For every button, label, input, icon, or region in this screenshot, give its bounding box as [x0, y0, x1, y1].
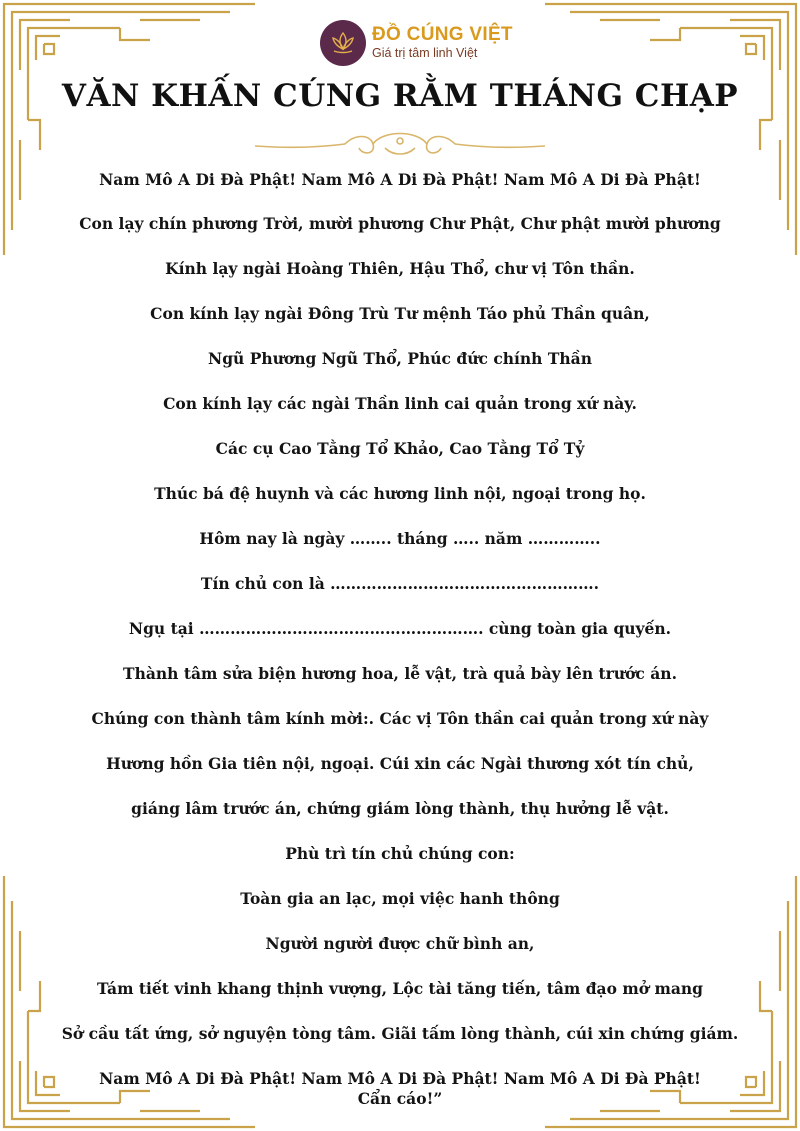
document-title: VĂN KHẤN CÚNG RẰM THÁNG CHẠP: [61, 78, 739, 114]
logo-badge: [320, 20, 366, 66]
prayer-line: Hương hồn Gia tiên nội, ngoại. Cúi xin các Ngài thương xót tín chủ,: [106, 754, 694, 773]
prayer-line: Con kính lạy ngài Đông Trù Tư mệnh Táo phủ Thần quân,: [150, 304, 650, 323]
prayer-line: Chúng con thành tâm kính mời:. Các vị Tôn thần cai quản trong xứ này: [91, 709, 709, 728]
prayer-line: Các cụ Cao Tằng Tổ Khảo, Cao Tằng Tổ Tỷ: [215, 439, 585, 458]
prayer-line: giáng lâm trước án, chứng giám lòng thành, thụ hưởng lễ vật.: [131, 799, 669, 818]
brand-logo: [320, 20, 513, 66]
prayer-line: Nam Mô A Di Đà Phật! Nam Mô A Di Đà Phật! Nam Mô A Di Đà Phật!: [99, 170, 701, 189]
prayer-line: Cẩn cáo!”: [357, 1089, 443, 1108]
flourish-divider-icon: [245, 126, 555, 160]
prayer-line: Nam Mô A Di Đà Phật! Nam Mô A Di Đà Phật! Nam Mô A Di Đà Phật!: [99, 1069, 701, 1088]
prayer-line: Hôm nay là ngày …….. tháng ….. năm …………..: [199, 529, 601, 548]
prayer-line: Ngũ Phương Ngũ Thổ, Phúc đức chính Thần: [208, 349, 592, 368]
prayer-line: Tám tiết vinh khang thịnh vượng, Lộc tài tăng tiến, tâm đạo mở mang: [96, 979, 704, 998]
prayer-line: Sở cầu tất ứng, sở nguyện tòng tâm. Giãi tấm lòng thành, cúi xin chứng giám.: [61, 1024, 739, 1043]
prayer-line: Kính lạy ngài Hoàng Thiên, Hậu Thổ, chư vị Tôn thần.: [165, 259, 635, 278]
prayer-line: Con kính lạy các ngài Thần linh cai quản trong xứ này.: [163, 394, 637, 413]
lotus-icon: [325, 25, 361, 61]
brand-name: ĐỒ CÚNG VIỆT: [372, 24, 513, 45]
prayer-line: Ngụ tại ………………………………………………. cùng toàn gia quyến.: [128, 619, 672, 638]
prayer-line: Con lạy chín phương Trời, mười phương Chư Phật, Chư phật mười phương: [79, 214, 721, 233]
brand-tagline: Giá trị tâm linh Việt: [372, 46, 478, 60]
prayer-line: Người người được chữ bình an,: [265, 934, 535, 953]
prayer-line: Thúc bá đệ huynh và các hương linh nội, ngoại trong họ.: [154, 484, 646, 503]
prayer-line: Phù trì tín chủ chúng con:: [285, 844, 515, 863]
prayer-line: Toàn gia an lạc, mọi việc hanh thông: [240, 889, 560, 908]
prayer-line: Tín chủ con là …………………………………………….: [200, 574, 600, 593]
prayer-line: Thành tâm sửa biện hương hoa, lễ vật, trà quả bày lên trước án.: [123, 664, 677, 683]
